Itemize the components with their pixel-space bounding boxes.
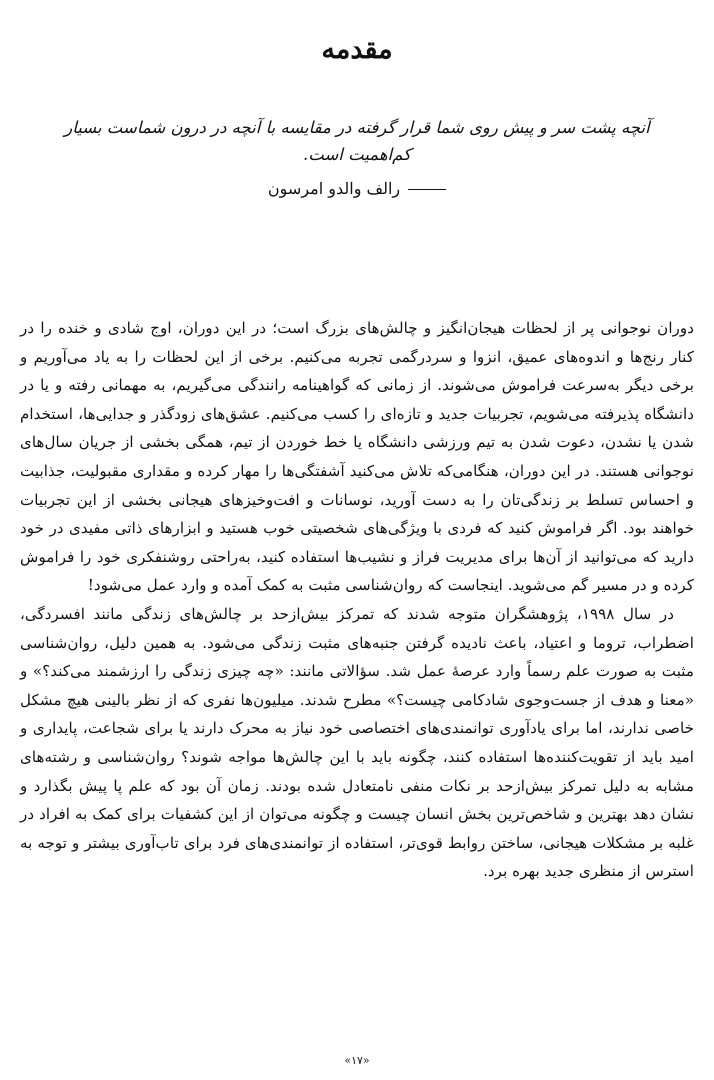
body-paragraph: دوران نوجوانی پر از لحظات هیجان‌انگیز و چالش‌های بزرگ است؛ در این دوران، اوج شادی و خنده را در کنار رنج‌ها و اندوه‌های عمیق، انزوا و سردرگمی تجربه می‌کنیم. برخی از این لحظات را به یاد می‌آوریم و برخی دیگر به‌سرعت فراموش می‌شوند. از زمانی که گواهینامه رانندگی می‌گیریم، به مهمانی رفته و یا در دانشگاه پذیرفته می‌شویم، تجربیات جدید و تازه‌ای را کسب می‌کنیم. عشق‌های زودگذر و جدایی‌ها، استخدام شدن یا نشدن، دعوت شدن به تیم ورزشی دانشگاه یا خط خوردن از تیم، همگی بخشی از جریان سال‌های نوجوانی هستند. در این دوران، هنگامی‌که تلاش می‌کنید آشفتگی‌ها را مهار کرده و مقداری مقبولیت، جذابیت و احساس تسلط بر زندگی‌تان را به دست آورید، نوسانات و افت‌وخیزهای هیجانی بخشی از این تجربیات خواهند بود. اگر فراموش کنید که فردی با ویژگی‌های شخصیتی خوب هستید و ابزارهای ذاتی مفیدی در خود دارید که می‌توانید از آن‌ها برای مدیریت فراز و نشیب‌ها استفاده کنید، به‌راحتی روشنفکری خود را فراموش کرده و در مسیر گم می‌شوید. اینجاست که روان‌شناسی مثبت به کمک آمده و وارد عمل می‌شود!	[20, 319, 694, 595]
body-text	[20, 314, 694, 886]
page-number: «۱۷»	[344, 1054, 370, 1067]
body-paragraph: در سال ۱۹۹۸، پژوهشگران متوجه شدند که تمرکز بیش‌ازحد بر چالش‌های زندگی مانند افسردگی، اضطراب، تروما و اعتیاد، باعث نادیده گرفتن جنبه‌های مثبت زندگی می‌شود. به همین دلیل، روان‌شناسی مثبت به صورت علم رسماً وارد عرصهٔ عمل شد. سؤالاتی مانند: «چه چیزی زندگی را ارزشمند می‌کند؟» و «معنا و هدف از جست‌وجوی شادکامی چیست؟» مطرح شدند. میلیون‌ها نفری که از نظر بالینی هیچ مشکل خاصی ندارند، اما برای یادآوری توانمندی‌های اختصاصی خود نیاز به محرک دارند یا برای شجاعت، پایداری و امید باید از تقویت‌کننده‌ها استفاده کنند، چگونه باید با این چالش‌ها مواجه شوند؟ روان‌شناسی و رشته‌های مشابه به دلیل تمرکز بیش‌ازحد بر نکات منفی نامتعادل شده بودند. زمان آن بود که علم پا پیش بگذارد و نشان دهد بهترین و شاخص‌ترین بخش انسان چیست و چگونه می‌توان از این کشفیات برای کمک به افراد در غلبه بر مشکلات هیجانی، ساختن روابط قوی‌تر، استفاده از توانمندی‌های فرد برای تاب‌آوری بیشتر و توجه به استرس از منظری جدید بهره برد.	[20, 604, 694, 881]
attribution-dash	[408, 189, 446, 190]
epigraph-quote	[36, 114, 678, 168]
epigraph-author: رالف والدو امرسون	[267, 179, 401, 198]
chapter-title: مقدمه	[321, 34, 393, 65]
epigraph-attribution	[0, 177, 714, 201]
epigraph-text: آنچه پشت سر و پیش روی شما قرار گرفته در مقایسه با آنچه در درون شماست بسیار کم‌اهمیت است.	[64, 118, 650, 164]
